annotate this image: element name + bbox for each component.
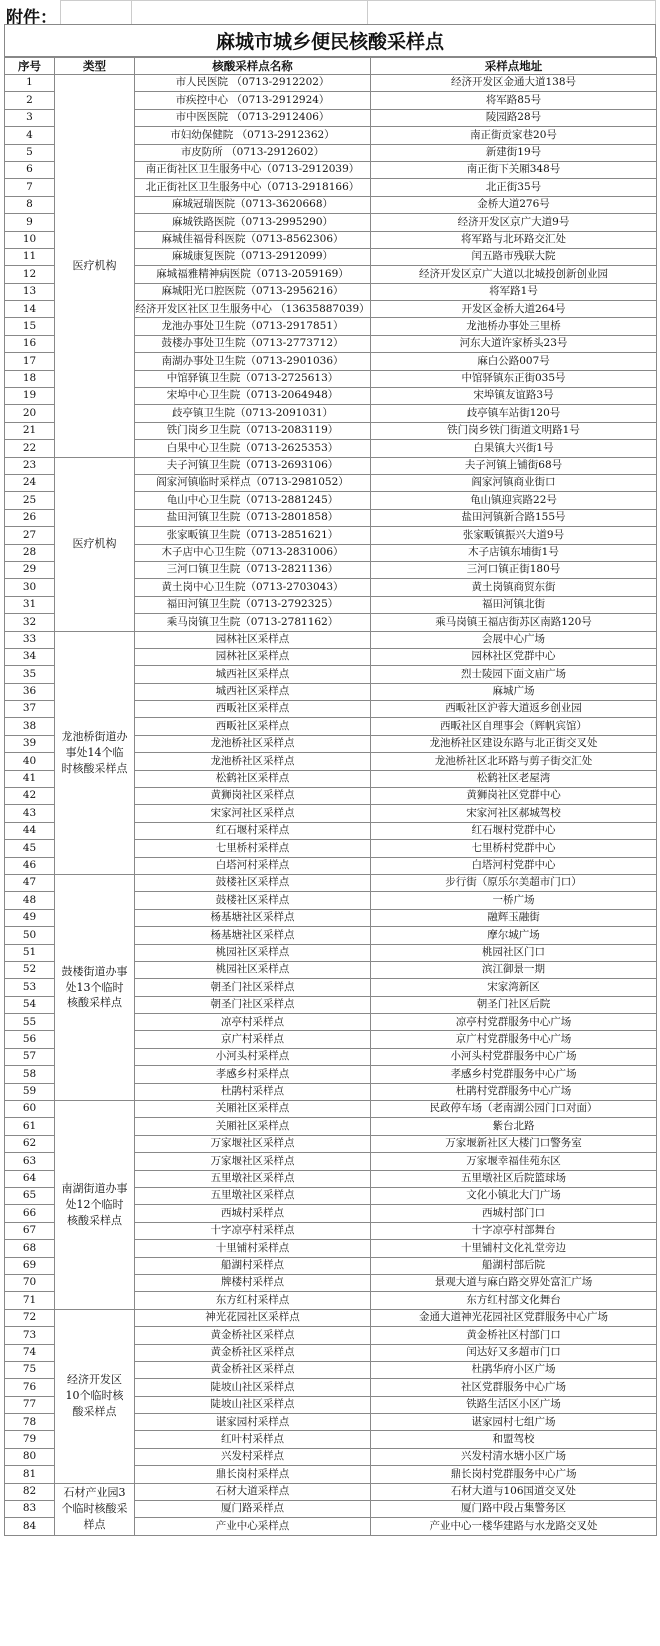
row-number: 21 — [5, 422, 55, 439]
point-name: 陡坡山社区采样点 — [135, 1379, 371, 1396]
row-number: 58 — [5, 1066, 55, 1083]
point-address: 东方红村部文化舞台 — [371, 1292, 657, 1309]
point-address: 白塔河村党群中心 — [371, 857, 657, 874]
row-number: 5 — [5, 144, 55, 161]
table-body — [5, 75, 657, 1536]
point-name: 宋埠中心卫生院（0713-2064948） — [135, 388, 371, 405]
point-address: 社区党群服务中心广场 — [371, 1379, 657, 1396]
point-name: 红石堰村采样点 — [135, 822, 371, 839]
point-name: 朝圣门社区采样点 — [135, 979, 371, 996]
point-address: 步行街（原乐尔美超市门口） — [371, 874, 657, 891]
row-number: 66 — [5, 1205, 55, 1222]
point-address: 十里铺村文化礼堂旁边 — [371, 1240, 657, 1257]
table-row — [5, 1483, 657, 1500]
row-number: 39 — [5, 735, 55, 752]
row-number: 17 — [5, 353, 55, 370]
row-number: 45 — [5, 840, 55, 857]
point-address: 滨江御景一期 — [371, 961, 657, 978]
point-name: 园林社区采样点 — [135, 648, 371, 665]
row-number: 28 — [5, 544, 55, 561]
row-number: 72 — [5, 1309, 55, 1326]
point-name: 歧亭镇卫生院（0713-2091031） — [135, 405, 371, 422]
point-name: 市妇幼保健院 （0713-2912362） — [135, 127, 371, 144]
point-address: 南正街贡家巷20号 — [371, 127, 657, 144]
point-address: 会展中心广场 — [371, 631, 657, 648]
row-number: 30 — [5, 579, 55, 596]
table-header-row — [5, 58, 657, 75]
row-number: 42 — [5, 788, 55, 805]
point-address: 麻白公路007号 — [371, 353, 657, 370]
point-name: 鼓楼办事处卫生院（0713-2773712） — [135, 335, 371, 352]
row-number: 71 — [5, 1292, 55, 1309]
point-name: 松鹤社区采样点 — [135, 770, 371, 787]
point-name: 京广村采样点 — [135, 1031, 371, 1048]
point-name: 鼓楼社区采样点 — [135, 874, 371, 891]
point-address: 将军路1号 — [371, 283, 657, 300]
category-cell: 医疗机构 — [55, 75, 135, 458]
row-number: 36 — [5, 683, 55, 700]
point-address: 闰五路市残联大院 — [371, 248, 657, 265]
point-address: 新建街19号 — [371, 144, 657, 161]
point-address: 南正街下关厢348号 — [371, 161, 657, 178]
page-title — [4, 24, 656, 57]
row-number: 54 — [5, 996, 55, 1013]
point-address: 黄土岗镇商贸东街 — [371, 579, 657, 596]
row-number: 7 — [5, 179, 55, 196]
point-name: 木子店中心卫生院（0713-2831006） — [135, 544, 371, 561]
point-name: 产业中心采样点 — [135, 1518, 371, 1535]
row-number: 53 — [5, 979, 55, 996]
point-name: 鼓楼社区采样点 — [135, 892, 371, 909]
row-number: 23 — [5, 457, 55, 474]
point-name: 鼎长岗村采样点 — [135, 1466, 371, 1483]
point-name: 黄土岗中心卫生院（0713-2703043） — [135, 579, 371, 596]
point-address: 经济开发区京广大道以北城投创新创业园 — [371, 266, 657, 283]
point-address: 盐田河镇新合路155号 — [371, 509, 657, 526]
point-address: 宋家河社区郝城驾校 — [371, 805, 657, 822]
point-address: 桃园社区门口 — [371, 944, 657, 961]
row-number: 26 — [5, 509, 55, 526]
row-number: 65 — [5, 1188, 55, 1205]
point-address: 铁路生活区小区广场 — [371, 1396, 657, 1413]
row-number: 75 — [5, 1361, 55, 1378]
row-number: 83 — [5, 1501, 55, 1518]
row-number: 59 — [5, 1083, 55, 1100]
row-number: 32 — [5, 614, 55, 631]
row-number: 34 — [5, 648, 55, 665]
point-address: 龟山镇迎宾路22号 — [371, 492, 657, 509]
row-number: 77 — [5, 1396, 55, 1413]
row-number: 79 — [5, 1431, 55, 1448]
point-address: 谌家园村七组广场 — [371, 1414, 657, 1431]
point-address: 经济开发区金通大道138号 — [371, 75, 657, 92]
point-address: 厦门路中段占集警务区 — [371, 1501, 657, 1518]
row-number: 73 — [5, 1327, 55, 1344]
point-address: 紫台北路 — [371, 1118, 657, 1135]
row-number: 44 — [5, 822, 55, 839]
point-address: 龙池桥社区建设东路与北正街交叉处 — [371, 735, 657, 752]
point-address: 杜鹃村党群服务中心广场 — [371, 1083, 657, 1100]
point-name: 黄金桥社区采样点 — [135, 1327, 371, 1344]
table-row — [5, 874, 657, 891]
category-cell: 龙池桥街道办事处14个临时核酸采样点 — [55, 631, 135, 874]
point-name: 谌家园村采样点 — [135, 1414, 371, 1431]
point-address: 杜鹃华府小区广场 — [371, 1361, 657, 1378]
point-name: 黄狮岗社区采样点 — [135, 788, 371, 805]
row-number: 2 — [5, 92, 55, 109]
point-address: 朝圣门社区后院 — [371, 996, 657, 1013]
point-name: 宋家河社区采样点 — [135, 805, 371, 822]
point-address: 龙池桥办事处三里桥 — [371, 318, 657, 335]
category-cell: 鼓楼街道办事处13个临时核酸采样点 — [55, 874, 135, 1100]
header-no: 序号 — [5, 58, 55, 75]
row-number: 11 — [5, 248, 55, 265]
point-address: 将军路85号 — [371, 92, 657, 109]
point-name: 阎家河镇临时采样点（0713-2981052） — [135, 474, 371, 491]
point-address: 文化小镇北大门广场 — [371, 1188, 657, 1205]
point-name: 桃园社区采样点 — [135, 944, 371, 961]
row-number: 51 — [5, 944, 55, 961]
point-name: 杜鹃村采样点 — [135, 1083, 371, 1100]
point-address: 开发区金桥大道264号 — [371, 301, 657, 318]
point-address: 金桥大道276号 — [371, 196, 657, 213]
header-name: 核酸采样点名称 — [135, 58, 371, 75]
point-name: 龙池桥社区采样点 — [135, 735, 371, 752]
row-number: 82 — [5, 1483, 55, 1500]
row-number: 25 — [5, 492, 55, 509]
point-address: 一桥广场 — [371, 892, 657, 909]
point-address: 产业中心一楼华建路与水龙路交叉处 — [371, 1518, 657, 1535]
category-cell: 石材产业园3个临时核酸采样点 — [55, 1483, 135, 1535]
point-name: 凉亭村采样点 — [135, 1014, 371, 1031]
point-name: 张家畈镇卫生院（0713-2851621） — [135, 527, 371, 544]
point-name: 市皮防所 （0713-2912602） — [135, 144, 371, 161]
point-name: 麻城康复医院（0713-2912099） — [135, 248, 371, 265]
point-address: 孝感乡村党群服务中心广场 — [371, 1066, 657, 1083]
row-number: 81 — [5, 1466, 55, 1483]
row-number: 4 — [5, 127, 55, 144]
point-name: 船湖村采样点 — [135, 1257, 371, 1274]
point-name: 北正街社区卫生服务中心（0713-2918166） — [135, 179, 371, 196]
point-name: 关厢社区采样点 — [135, 1101, 371, 1118]
row-number: 70 — [5, 1274, 55, 1291]
point-address: 将军路与北环路交汇处 — [371, 231, 657, 248]
point-address: 摩尔城广场 — [371, 927, 657, 944]
point-name: 关厢社区采样点 — [135, 1118, 371, 1135]
point-address: 西畈社区沪蓉大道返乡创业园 — [371, 701, 657, 718]
point-address: 北正街35号 — [371, 179, 657, 196]
point-address: 福田河镇北街 — [371, 596, 657, 613]
row-number: 43 — [5, 805, 55, 822]
row-number: 48 — [5, 892, 55, 909]
point-address: 三河口镇正街180号 — [371, 561, 657, 578]
point-name: 石材大道采样点 — [135, 1483, 371, 1500]
row-number: 55 — [5, 1014, 55, 1031]
row-number: 35 — [5, 666, 55, 683]
point-address: 凉亭村党群服务中心广场 — [371, 1014, 657, 1031]
row-number: 12 — [5, 266, 55, 283]
row-number: 27 — [5, 527, 55, 544]
point-name: 夫子河镇卫生院（0713-2693106） — [135, 457, 371, 474]
point-address: 烈士陵园下面文庙广场 — [371, 666, 657, 683]
table-row — [5, 1101, 657, 1118]
point-address: 民政停车场（老南湖公园门口对面） — [371, 1101, 657, 1118]
point-address: 乘马岗镇王福店街苏区南路120号 — [371, 614, 657, 631]
row-number: 60 — [5, 1101, 55, 1118]
row-number: 80 — [5, 1448, 55, 1465]
point-address: 石材大道与106国道交叉处 — [371, 1483, 657, 1500]
point-address: 龙池桥社区北环路与剪子街交汇处 — [371, 753, 657, 770]
point-address: 松鹤社区老屋湾 — [371, 770, 657, 787]
point-name: 中馆驿镇卫生院（0713-2725613） — [135, 370, 371, 387]
row-number: 74 — [5, 1344, 55, 1361]
point-name: 城西社区采样点 — [135, 683, 371, 700]
point-name: 麻城福雅精神病医院（0713-2059169） — [135, 266, 371, 283]
point-name: 龙池桥社区采样点 — [135, 753, 371, 770]
point-name: 神光花园社区采样点 — [135, 1309, 371, 1326]
point-address: 阎家河镇商业街口 — [371, 474, 657, 491]
point-name: 万家堰社区采样点 — [135, 1135, 371, 1152]
point-address: 宋埠镇友谊路3号 — [371, 388, 657, 405]
point-address: 张家畈镇振兴大道9号 — [371, 527, 657, 544]
row-number: 24 — [5, 474, 55, 491]
point-address: 红石堰村党群中心 — [371, 822, 657, 839]
point-address: 万家堰新社区大楼门口警务室 — [371, 1135, 657, 1152]
table-row — [5, 631, 657, 648]
row-number: 29 — [5, 561, 55, 578]
header-address: 采样点地址 — [371, 58, 657, 75]
row-number: 76 — [5, 1379, 55, 1396]
point-address: 铁门岗乡铁门街道文明路1号 — [371, 422, 657, 439]
point-address: 西畈社区自理事会（辉帆宾馆） — [371, 718, 657, 735]
point-name: 市人民医院 （0713-2912202） — [135, 75, 371, 92]
row-number: 13 — [5, 283, 55, 300]
annex-row-frame — [60, 0, 656, 24]
row-number: 49 — [5, 909, 55, 926]
row-number: 46 — [5, 857, 55, 874]
row-number: 68 — [5, 1240, 55, 1257]
point-address: 黄金桥社区村部门口 — [371, 1327, 657, 1344]
point-name: 东方红村采样点 — [135, 1292, 371, 1309]
row-number: 6 — [5, 161, 55, 178]
row-number: 67 — [5, 1222, 55, 1239]
point-address: 五里墩社区后院篮球场 — [371, 1170, 657, 1187]
table-row — [5, 457, 657, 474]
point-name: 杨基塘社区采样点 — [135, 927, 371, 944]
row-number: 52 — [5, 961, 55, 978]
row-number: 64 — [5, 1170, 55, 1187]
point-name: 朝圣门社区采样点 — [135, 996, 371, 1013]
row-number: 31 — [5, 596, 55, 613]
point-name: 杨基塘社区采样点 — [135, 909, 371, 926]
header-type: 类型 — [55, 58, 135, 75]
row-number: 69 — [5, 1257, 55, 1274]
row-number: 19 — [5, 388, 55, 405]
point-name: 园林社区采样点 — [135, 631, 371, 648]
point-name: 南湖办事处卫生院（0713-2901036） — [135, 353, 371, 370]
point-address: 白果镇大兴街1号 — [371, 440, 657, 457]
point-address: 宋家湾新区 — [371, 979, 657, 996]
point-name: 龟山中心卫生院（0713-2881245） — [135, 492, 371, 509]
page-title-text: 麻城市城乡便民核酸采样点 — [215, 31, 444, 53]
point-name: 牌楼村采样点 — [135, 1274, 371, 1291]
point-address: 夫子河镇上铺街68号 — [371, 457, 657, 474]
point-address: 七里桥村党群中心 — [371, 840, 657, 857]
point-name: 经济开发区社区卫生服务中心 （13635887039） — [135, 301, 371, 318]
row-number: 16 — [5, 335, 55, 352]
row-number: 10 — [5, 231, 55, 248]
point-name: 麻城铁路医院（0713-2995290） — [135, 214, 371, 231]
point-address: 中馆驿镇东正街035号 — [371, 370, 657, 387]
point-name: 市中医医院 （0713-2912406） — [135, 109, 371, 126]
point-name: 南正街社区卫生服务中心（0713-2912039） — [135, 161, 371, 178]
point-name: 三河口镇卫生院（0713-2821136） — [135, 561, 371, 578]
point-address: 陵园路28号 — [371, 109, 657, 126]
row-number: 8 — [5, 196, 55, 213]
point-name: 万家堰社区采样点 — [135, 1153, 371, 1170]
point-name: 五里墩社区采样点 — [135, 1170, 371, 1187]
category-cell: 南湖街道办事处12个临时核酸采样点 — [55, 1101, 135, 1310]
sampling-points-table — [4, 57, 657, 1536]
point-name: 盐田河镇卫生院（0713-2801858） — [135, 509, 371, 526]
point-name: 白塔河村采样点 — [135, 857, 371, 874]
row-number: 62 — [5, 1135, 55, 1152]
row-number: 56 — [5, 1031, 55, 1048]
category-cell: 经济开发区10个临时核酸采样点 — [55, 1309, 135, 1483]
row-number: 57 — [5, 1048, 55, 1065]
row-number: 50 — [5, 927, 55, 944]
point-address: 万家堰幸福佳苑东区 — [371, 1153, 657, 1170]
row-number: 38 — [5, 718, 55, 735]
table-row — [5, 75, 657, 92]
point-address: 园林社区党群中心 — [371, 648, 657, 665]
row-number: 84 — [5, 1518, 55, 1535]
point-name: 小河头村采样点 — [135, 1048, 371, 1065]
row-number: 78 — [5, 1414, 55, 1431]
point-address: 金通大道神光花园社区党群服务中心广场 — [371, 1309, 657, 1326]
point-name: 城西社区采样点 — [135, 666, 371, 683]
row-number: 63 — [5, 1153, 55, 1170]
point-address: 和盟驾校 — [371, 1431, 657, 1448]
row-number: 22 — [5, 440, 55, 457]
point-name: 黄金桥社区采样点 — [135, 1344, 371, 1361]
point-name: 陡坡山社区采样点 — [135, 1396, 371, 1413]
row-number: 3 — [5, 109, 55, 126]
point-address: 十字凉亭村部舞台 — [371, 1222, 657, 1239]
point-name: 十里铺村采样点 — [135, 1240, 371, 1257]
point-name: 七里桥村采样点 — [135, 840, 371, 857]
point-name: 西畈社区采样点 — [135, 718, 371, 735]
point-name: 红叶村采样点 — [135, 1431, 371, 1448]
row-number: 15 — [5, 318, 55, 335]
point-address: 黄狮岗社区党群中心 — [371, 788, 657, 805]
point-name: 麻城阳光口腔医院（0713-2956216） — [135, 283, 371, 300]
row-number: 18 — [5, 370, 55, 387]
point-address: 闰达好又多超市门口 — [371, 1344, 657, 1361]
point-address: 兴发村清水塘小区广场 — [371, 1448, 657, 1465]
row-number: 47 — [5, 874, 55, 891]
row-number: 61 — [5, 1118, 55, 1135]
point-address: 河东大道许家桥头23号 — [371, 335, 657, 352]
point-address: 鼎长岗村党群服务中心广场 — [371, 1466, 657, 1483]
point-name: 乘马岗镇卫生院（0713-2781162） — [135, 614, 371, 631]
point-name: 麻城佳福骨科医院（0713-8562306） — [135, 231, 371, 248]
row-number: 1 — [5, 75, 55, 92]
point-name: 五里墩社区采样点 — [135, 1188, 371, 1205]
point-name: 十字凉亭村采样点 — [135, 1222, 371, 1239]
point-name: 西畈社区采样点 — [135, 701, 371, 718]
row-number: 33 — [5, 631, 55, 648]
point-address: 木子店镇东埔街1号 — [371, 544, 657, 561]
point-name: 黄金桥社区采样点 — [135, 1361, 371, 1378]
point-address: 景观大道与麻白路交界处富汇广场 — [371, 1274, 657, 1291]
row-number: 41 — [5, 770, 55, 787]
point-address: 融辉玉融街 — [371, 909, 657, 926]
point-address: 经济开发区京广大道9号 — [371, 214, 657, 231]
row-number: 20 — [5, 405, 55, 422]
point-name: 龙池办事处卫生院（0713-2917851） — [135, 318, 371, 335]
point-name: 白果中心卫生院（0713-2625353） — [135, 440, 371, 457]
point-name: 铁门岗乡卫生院（0713-2083119） — [135, 422, 371, 439]
row-number: 14 — [5, 301, 55, 318]
annex-label: 附件： — [6, 8, 57, 28]
point-address: 歧亭镇车站街120号 — [371, 405, 657, 422]
table-row — [5, 1309, 657, 1326]
point-address: 船湖村部后院 — [371, 1257, 657, 1274]
point-address: 麻城广场 — [371, 683, 657, 700]
point-address: 西城村部门口 — [371, 1205, 657, 1222]
point-address: 小河头村党群服务中心广场 — [371, 1048, 657, 1065]
point-name: 孝感乡村采样点 — [135, 1066, 371, 1083]
point-name: 兴发村采样点 — [135, 1448, 371, 1465]
point-name: 福田河镇卫生院（0713-2792325） — [135, 596, 371, 613]
row-number: 37 — [5, 701, 55, 718]
point-address: 京广村党群服务中心广场 — [371, 1031, 657, 1048]
point-name: 市疾控中心 （0713-2912924） — [135, 92, 371, 109]
category-cell: 医疗机构 — [55, 457, 135, 631]
point-name: 桃园社区采样点 — [135, 961, 371, 978]
point-name: 厦门路采样点 — [135, 1501, 371, 1518]
point-name: 西城村采样点 — [135, 1205, 371, 1222]
row-number: 9 — [5, 214, 55, 231]
point-name: 麻城冠瑞医院（0713-3620668） — [135, 196, 371, 213]
row-number: 40 — [5, 753, 55, 770]
